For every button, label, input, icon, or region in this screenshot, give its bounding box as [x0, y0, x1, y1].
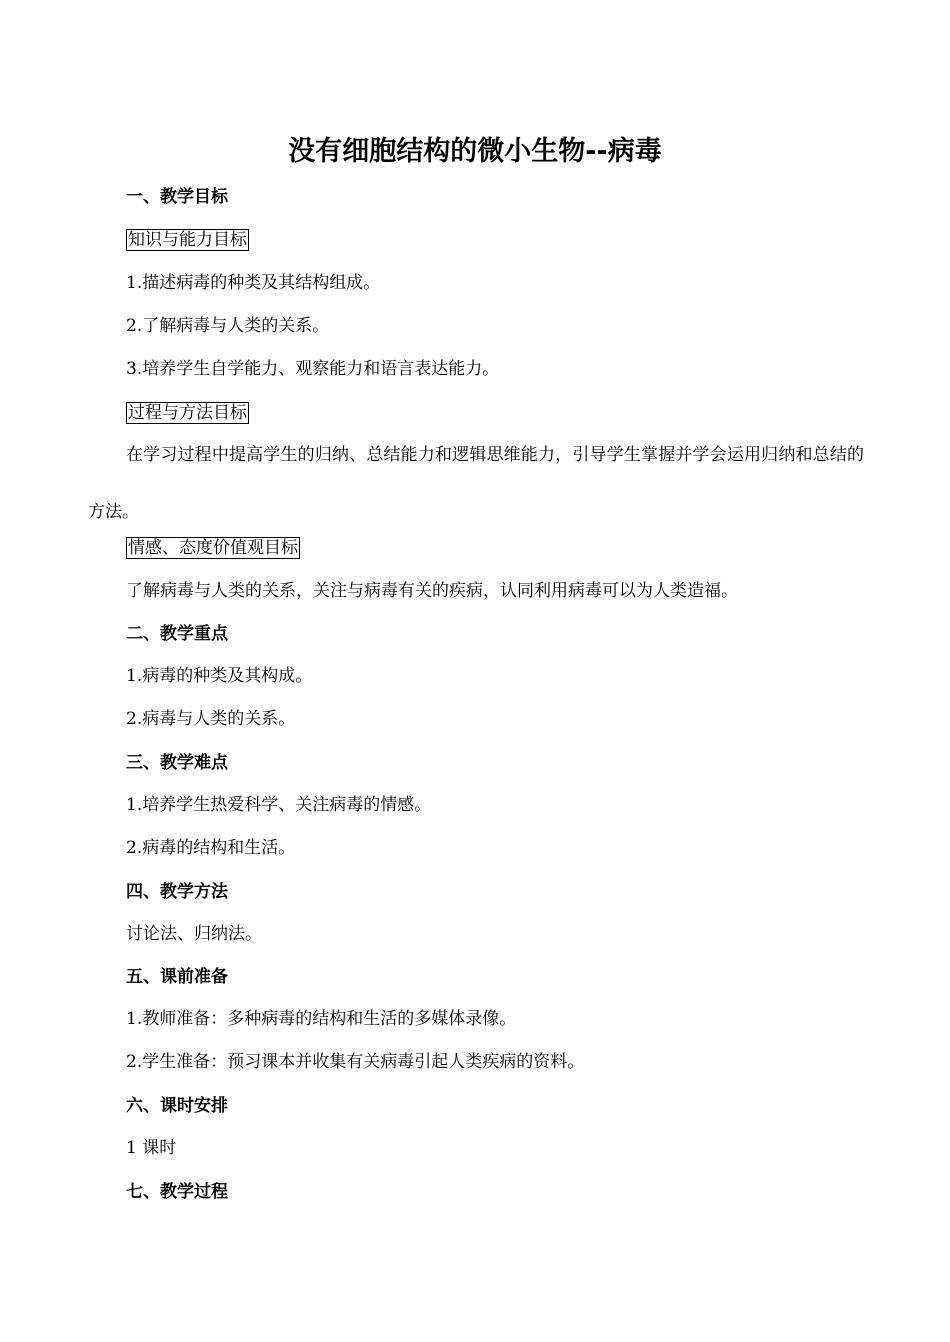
section-heading-key-points: 二、教学重点	[126, 624, 228, 644]
list-item: 2.学生准备：预习课本并收集有关病毒引起人类疾病的资料。	[126, 1052, 585, 1072]
section-heading-difficulties: 三、教学难点	[126, 753, 228, 773]
schedule-text: 1 课时	[126, 1138, 177, 1158]
list-item: 3.培养学生自学能力、观察能力和语言表达能力。	[126, 359, 500, 379]
section-heading-schedule: 六、课时安排	[126, 1096, 228, 1116]
paragraph-emotion: 了解病毒与人类的关系，关注与病毒有关的疾病，认同利用病毒可以为人类造福。	[126, 581, 738, 601]
document-title: 没有细胞结构的微小生物--病毒	[288, 136, 662, 167]
list-item: 1.培养学生热爱科学、关注病毒的情感。	[126, 795, 432, 815]
boxed-label: 过程与方法目标	[128, 403, 247, 423]
subheading-emotion	[126, 537, 300, 559]
section-heading-process: 七、教学过程	[126, 1182, 228, 1202]
paragraph-process: 在学习过程中提高学生的归纳、总结能力和逻辑思维能力，引导学生掌握并学会运用归纳和总结的方法。	[88, 445, 864, 522]
section-heading-methods: 四、教学方法	[126, 882, 228, 902]
list-item: 2.了解病毒与人类的关系。	[126, 316, 330, 336]
boxed-label: 情感、态度价值观目标	[128, 538, 298, 558]
list-item: 2.病毒的结构和生活。	[126, 838, 296, 858]
section-heading-preparation: 五、课前准备	[126, 967, 228, 987]
list-item: 1.描述病毒的种类及其结构组成。	[126, 273, 381, 293]
section-heading-objectives: 一、教学目标	[126, 187, 228, 207]
subheading-knowledge	[126, 229, 249, 251]
boxed-label: 知识与能力目标	[128, 230, 247, 250]
list-item: 2.病毒与人类的关系。	[126, 709, 296, 729]
list-item: 1.病毒的种类及其构成。	[126, 666, 313, 686]
subheading-process	[126, 402, 249, 424]
methods-text: 讨论法、归纳法。	[126, 924, 262, 944]
list-item: 1.教师准备：多种病毒的结构和生活的多媒体录像。	[126, 1009, 517, 1029]
